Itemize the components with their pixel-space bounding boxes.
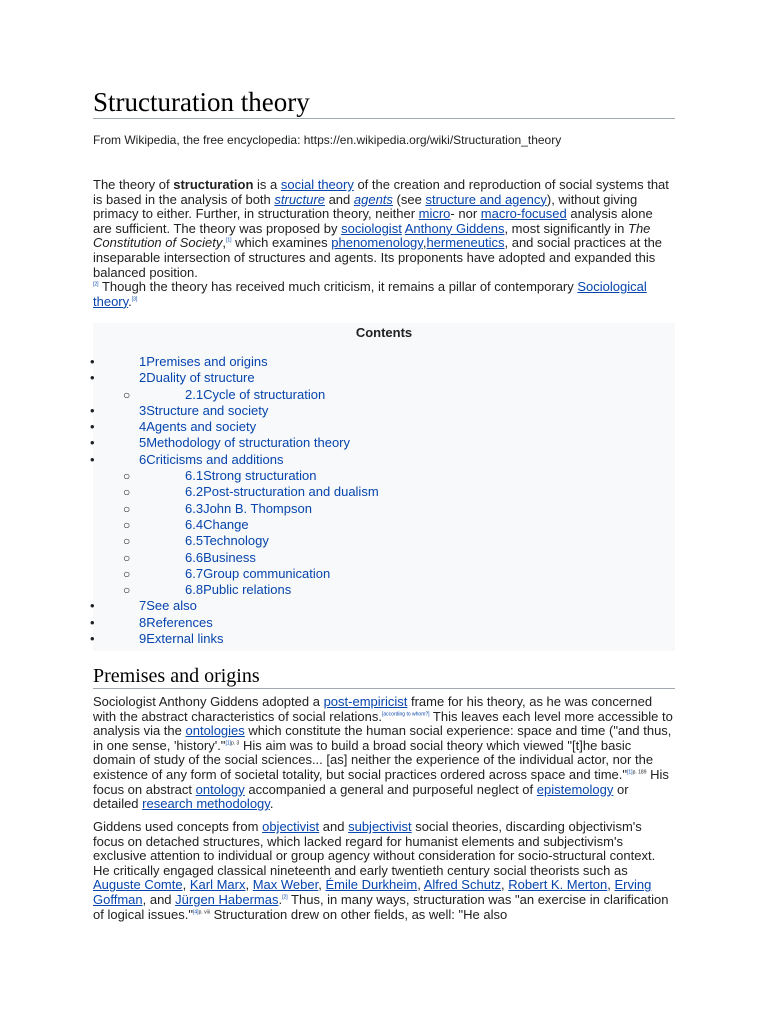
link-text: agents <box>353 191 393 207</box>
circle-bullet-icon: ○ <box>123 534 131 549</box>
link-sociologist[interactable]: sociologist <box>341 220 402 236</box>
link-post-empiricist[interactable]: post-empiricist <box>323 694 408 709</box>
text: This leaves each level more accessible to analysis via the <box>93 708 673 739</box>
toc-subitem <box>93 566 379 582</box>
toc-item <box>90 451 379 468</box>
text: and <box>324 191 354 207</box>
link-research-methodology[interactable]: research methodology <box>142 796 270 812</box>
toc-link[interactable]: 2Duality of structure <box>139 370 255 386</box>
link-macro[interactable]: macro-focused <box>480 206 567 222</box>
toc-link[interactable]: 6.5Technology <box>185 533 269 549</box>
toc-link[interactable]: 6Criticisms and additions <box>139 451 284 467</box>
text: ), without giving primacy to either. Further, in structuration theory, neither <box>93 191 638 222</box>
link-erving-goffman[interactable]: Erving Goffman <box>93 877 652 907</box>
source-line: From Wikipedia, the free encyclopedia: https://en.wikipedia.org/wiki/Structuration_theory <box>93 133 562 147</box>
circle-bullet-icon: ○ <box>123 501 131 516</box>
toc-item <box>90 631 379 647</box>
text: , <box>607 877 615 893</box>
link-agents[interactable] <box>354 192 393 207</box>
link-objectivist[interactable]: objectivist <box>262 819 320 834</box>
toc-link[interactable]: 9External links <box>139 631 224 647</box>
link-emile-durkheim[interactable]: Émile Durkheim <box>325 877 418 893</box>
citation[interactable]: [3] <box>131 296 138 303</box>
toc-subitem <box>93 501 379 517</box>
link-structure-and-agency[interactable]: structure and agency <box>425 191 547 207</box>
link-epistemology[interactable]: epistemology <box>536 781 614 797</box>
text: . <box>269 796 274 812</box>
citation[interactable]: [1] <box>225 238 232 245</box>
toc-subitem <box>93 517 379 533</box>
book-title: The Constitution of Society <box>93 220 651 251</box>
circle-bullet-icon: ○ <box>123 469 131 484</box>
toc-link[interactable]: 6.7Group communication <box>185 565 331 581</box>
text: His focus on abstract <box>93 766 669 797</box>
circle-bullet-icon: ○ <box>123 550 131 565</box>
link-max-weber[interactable]: Max Weber <box>252 877 319 893</box>
page-ref: p. 189 <box>632 769 647 776</box>
text: or detailed <box>93 781 629 812</box>
link-jurgen-habermas[interactable]: Jürgen Habermas <box>175 891 279 907</box>
toc-item <box>90 435 379 451</box>
citation-needed[interactable]: [according to whom?] <box>382 711 430 718</box>
bullet-icon: • <box>90 631 95 647</box>
toc-link[interactable]: 6.3John B. Thompson <box>185 500 312 516</box>
link-phenomenology[interactable]: phenomenology <box>331 235 423 251</box>
bullet-icon: • <box>90 419 95 435</box>
text: , <box>501 877 509 893</box>
link-robert-merton[interactable]: Robert K. Merton <box>508 877 608 893</box>
circle-bullet-icon: ○ <box>123 583 131 598</box>
link-anthony-giddens[interactable]: Anthony Giddens <box>404 220 505 236</box>
text: (see <box>392 191 426 207</box>
toc-subitem <box>93 484 379 500</box>
circle-bullet-icon: ○ <box>123 485 131 500</box>
toc-item <box>90 402 379 419</box>
section-paragraph <box>93 820 675 922</box>
toc-link[interactable]: 1Premises and origins <box>139 354 268 369</box>
toc-subitem <box>93 550 379 566</box>
citation[interactable]: [1] <box>225 740 231 747</box>
text: accompanied a general and purposeful neglect of <box>244 781 537 797</box>
text: , <box>245 877 253 893</box>
toc-item <box>90 370 379 386</box>
toc-subitem <box>93 468 379 484</box>
toc-link[interactable]: 3Structure and society <box>139 402 269 418</box>
text: , <box>417 877 424 893</box>
toc-link[interactable]: 4Agents and society <box>139 419 257 435</box>
link-hermeneutics[interactable]: hermeneutics <box>426 235 505 251</box>
bullet-icon: • <box>90 451 95 467</box>
bullet-icon: • <box>90 614 95 630</box>
text: . <box>128 293 132 309</box>
toc-link[interactable]: 8References <box>139 614 213 630</box>
toc-link[interactable]: 6.2Post-structuration and dualism <box>185 484 379 500</box>
section-heading: Premises and origins <box>93 664 675 689</box>
text: Structuration drew on other fields, as well: "He also <box>209 906 508 922</box>
text: Sociologist Anthony Giddens adopted a <box>93 694 324 709</box>
bullet-icon: • <box>90 402 95 418</box>
bullet-icon: • <box>90 370 95 386</box>
bold-term: structuration <box>173 177 254 192</box>
bullet-icon: • <box>90 598 95 614</box>
page-title: Structuration theory <box>93 86 675 119</box>
link-sociological-theory[interactable]: Sociological theory <box>93 279 647 309</box>
link-alfred-schutz[interactable]: Alfred Schutz <box>423 877 502 893</box>
toc-subitem <box>93 533 379 549</box>
citation[interactable]: [2] <box>93 281 99 288</box>
toc-item <box>90 419 379 435</box>
text: . <box>278 891 283 907</box>
link-subjectivist[interactable]: subjectivist <box>348 819 412 834</box>
toc-subitem <box>93 387 379 403</box>
toc-title: Contents <box>355 325 413 340</box>
bullet-icon: • <box>90 435 95 451</box>
text: which examines <box>231 235 332 251</box>
text: , <box>222 235 226 251</box>
page-ref: p. 3 <box>231 740 240 747</box>
text: which constitute the human social experience: space and time ("and thus, in one sense, 'history'." <box>93 723 672 753</box>
text: , and <box>142 891 176 907</box>
text: is a <box>253 177 281 192</box>
link-ontologies[interactable]: ontologies <box>185 723 245 739</box>
text: His aim was to build a broad social theory which viewed "[t]he basic domain of study of the social sciences... [as] neither the experience of the individual actor, nor the existence of any form of societal totality, but social practices ordered across space and time." <box>93 737 654 782</box>
text: , <box>182 877 190 893</box>
toc-item <box>90 354 379 370</box>
text: analysis alone are sufficient. The theory was proposed by <box>93 206 653 236</box>
section-paragraph <box>93 695 675 812</box>
text: , <box>318 877 326 893</box>
toc-list <box>90 354 379 647</box>
circle-bullet-icon: ○ <box>123 517 131 532</box>
citation[interactable]: [4] <box>193 909 199 916</box>
toc-item <box>90 598 379 614</box>
text: Thus, in many ways, structuration was "an exercise in clarification of logical issues." <box>93 891 669 922</box>
toc-link[interactable]: 7See also <box>139 598 197 614</box>
text: , most significantly in <box>504 220 628 236</box>
toc-link[interactable]: 2.1Cycle of structuration <box>185 386 326 402</box>
link-text: structure <box>274 191 325 207</box>
text: - nor <box>450 206 481 222</box>
citation[interactable]: [1] <box>627 769 633 776</box>
text: , and social practices at the inseparable intersection of structures and agents. Its proponents have adopted and expanded this balanced position. <box>93 235 663 280</box>
text: social theories, discarding objectivism's focus on detached structures, which lacked regard for humanist elements and subjectivism's exclusive attention to individual or group agency without consideration for socio-structural context. He critically engaged classical nineteenth and early twentieth century social theorists such as <box>93 819 656 878</box>
link-structure[interactable] <box>274 192 325 207</box>
link-ontology[interactable]: ontology <box>195 781 245 797</box>
citation[interactable]: [2] <box>282 894 288 901</box>
toc-subitem <box>93 582 379 598</box>
text: Though the theory has received much criticism, it remains a pillar of contemporary <box>98 279 578 295</box>
toc-link[interactable]: 5Methodology of structuration theory <box>139 435 351 451</box>
toc-item <box>90 614 379 631</box>
circle-bullet-icon: ○ <box>123 566 131 581</box>
intro-paragraph <box>93 178 675 309</box>
toc-link[interactable]: 6.8Public relations <box>185 582 292 598</box>
text: and <box>319 819 349 834</box>
text: Giddens used concepts from <box>93 819 263 834</box>
link-auguste-comte[interactable]: Auguste Comte <box>93 877 183 893</box>
bullet-icon: • <box>90 354 95 369</box>
text: of the creation and reproduction of social systems that is based in the analysis of both <box>93 177 669 207</box>
table-of-contents <box>90 323 675 651</box>
link-micro[interactable]: micro <box>418 206 451 222</box>
page-ref: p. viii <box>198 909 210 916</box>
text: The theory of <box>93 177 174 192</box>
text: , <box>422 235 427 251</box>
toc-link[interactable]: 6.4Change <box>185 516 249 532</box>
circle-bullet-icon: ○ <box>123 387 131 402</box>
toc-link[interactable]: 6.6Business <box>185 549 256 565</box>
text: frame for his theory, as he was concerned with the abstract characteristics of social relations. <box>93 694 653 724</box>
link-karl-marx[interactable]: Karl Marx <box>189 877 246 893</box>
link-social-theory[interactable]: social theory <box>280 177 354 192</box>
toc-link[interactable]: 6.1Strong structuration <box>185 468 317 484</box>
